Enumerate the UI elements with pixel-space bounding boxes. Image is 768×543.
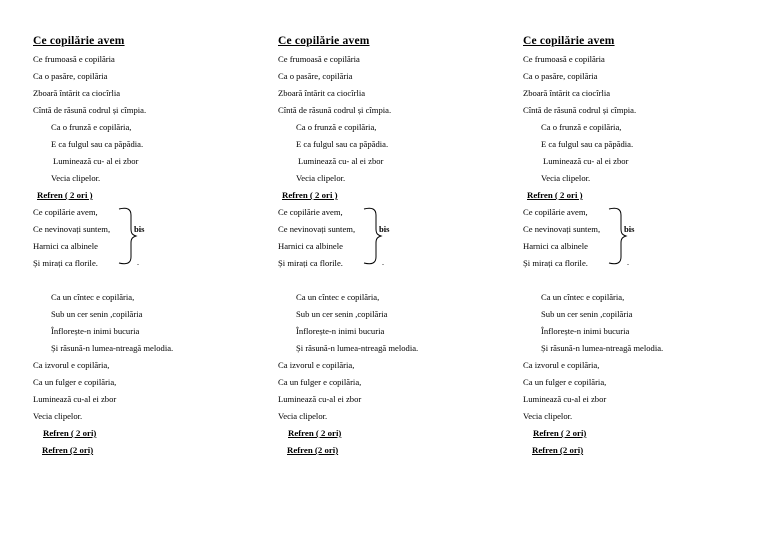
refrain-line: Și mirați ca florile. xyxy=(278,258,343,268)
verse-line: Vecia clipelor. xyxy=(278,411,328,421)
verse-line: Cîntă de răsună codrul și cîmpia. xyxy=(278,105,392,115)
verse-line: E ca fulgul sau ca păpădia. xyxy=(296,139,389,149)
refrain-repeat-label: Refren (2 ori) xyxy=(532,445,584,455)
verse-line: Zboară întărit ca ciocîrlia xyxy=(33,88,121,98)
verse-line: Sub un cer senin ,copilăria xyxy=(296,309,388,319)
refrain-repeat-label: Refren ( 2 ori) xyxy=(533,428,587,438)
verse-line: Zboară întărit ca ciocîrlia xyxy=(278,88,366,98)
verse-line: Ca un cîntec e copilăria, xyxy=(541,292,625,302)
song-column xyxy=(245,0,485,543)
refrain-repeat-label: Refren (2 ori) xyxy=(42,445,94,455)
verse-line: Vecia clipelor. xyxy=(541,173,591,183)
verse-line: Ca un cîntec e copilăria, xyxy=(51,292,135,302)
verse-line: Ca o pasăre, copilăria xyxy=(523,71,598,81)
verse-line: Luminează cu- al ei zbor xyxy=(543,156,629,166)
verse-line: Ca o frunză e copilăria, xyxy=(51,122,132,132)
refrain-end-mark: . xyxy=(382,258,384,267)
refrain-line: Ce nevinovați suntem, xyxy=(523,224,601,234)
verse-line: Vecia clipelor. xyxy=(523,411,573,421)
verse-line: Ca un fulger e copilăria, xyxy=(523,377,607,387)
verse-line: Ca izvorul e copilăria, xyxy=(278,360,355,370)
verse-line: Și răsună-n lumea-ntreagă melodia. xyxy=(296,343,419,353)
refrain-label: Refren ( 2 ori ) xyxy=(527,190,583,200)
song-column xyxy=(490,0,730,543)
verse-line: Ca o frunză e copilăria, xyxy=(296,122,377,132)
verse-line: Ca un fulger e copilăria, xyxy=(33,377,117,387)
verse-line: E ca fulgul sau ca păpădia. xyxy=(51,139,144,149)
verse-line: Luminează cu-al ei zbor xyxy=(278,394,362,404)
curly-brace-icon xyxy=(117,205,147,267)
verse-line: Vecia clipelor. xyxy=(33,411,83,421)
verse-line: Zboară întărit ca ciocîrlia xyxy=(523,88,611,98)
verse-line: Ca un fulger e copilăria, xyxy=(278,377,362,387)
refrain-repeat-label: Refren ( 2 ori) xyxy=(43,428,97,438)
refrain-label: Refren ( 2 ori ) xyxy=(282,190,338,200)
verse-line: Sub un cer senin ,copilăria xyxy=(51,309,143,319)
verse-line: Înflorește-n inimi bucuria xyxy=(541,326,630,336)
verse-line: Luminează cu-al ei zbor xyxy=(523,394,607,404)
curly-brace-icon xyxy=(362,205,392,267)
verse-line: Înflorește-n inimi bucuria xyxy=(296,326,385,336)
refrain-line: Harnici ca albinele xyxy=(523,241,588,251)
verse-line: Sub un cer senin ,copilăria xyxy=(541,309,633,319)
verse-line: Ce frumoasă e copilăria xyxy=(33,54,115,64)
verse-line: Ce frumoasă e copilăria xyxy=(523,54,605,64)
bis-marker: bis xyxy=(379,224,390,234)
verse-line: Ca izvorul e copilăria, xyxy=(33,360,110,370)
refrain-repeat-label: Refren (2 ori) xyxy=(287,445,339,455)
refrain-line: Harnici ca albinele xyxy=(33,241,98,251)
refrain-line: Harnici ca albinele xyxy=(278,241,343,251)
verse-line: Ca o pasăre, copilăria xyxy=(278,71,353,81)
song-title: Ce copilărie avem xyxy=(278,35,370,47)
refrain-label: Refren ( 2 ori ) xyxy=(37,190,93,200)
verse-line: Și răsună-n lumea-ntreagă melodia. xyxy=(51,343,174,353)
song-title: Ce copilărie avem xyxy=(523,35,615,47)
verse-line: Ca o frunză e copilăria, xyxy=(541,122,622,132)
curly-brace-icon xyxy=(607,205,637,267)
verse-line: Cîntă de răsună codrul și cîmpia. xyxy=(33,105,147,115)
verse-line: Luminează cu- al ei zbor xyxy=(53,156,139,166)
verse-line: Ce frumoasă e copilăria xyxy=(278,54,360,64)
refrain-line: Ce nevinovați suntem, xyxy=(278,224,356,234)
verse-line: Vecia clipelor. xyxy=(51,173,101,183)
refrain-line: Și mirați ca florile. xyxy=(33,258,98,268)
verse-line: Ca izvorul e copilăria, xyxy=(523,360,600,370)
verse-line: Vecia clipelor. xyxy=(296,173,346,183)
verse-line: E ca fulgul sau ca păpădia. xyxy=(541,139,634,149)
refrain-repeat-label: Refren ( 2 ori) xyxy=(288,428,342,438)
refrain-line: Ce copilărie avem, xyxy=(33,207,98,217)
song-column xyxy=(0,0,240,543)
bis-marker: bis xyxy=(134,224,145,234)
verse-line: Ca un cîntec e copilăria, xyxy=(296,292,380,302)
refrain-line: Ce copilărie avem, xyxy=(523,207,588,217)
verse-line: Și răsună-n lumea-ntreagă melodia. xyxy=(541,343,664,353)
verse-line: Înflorește-n inimi bucuria xyxy=(51,326,140,336)
verse-line: Ca o pasăre, copilăria xyxy=(33,71,108,81)
refrain-line: Și mirați ca florile. xyxy=(523,258,588,268)
refrain-line: Ce nevinovați suntem, xyxy=(33,224,111,234)
verse-line: Luminează cu- al ei zbor xyxy=(298,156,384,166)
refrain-end-mark: . xyxy=(137,258,139,267)
verse-line: Cîntă de răsună codrul și cîmpia. xyxy=(523,105,637,115)
refrain-end-mark: . xyxy=(627,258,629,267)
refrain-line: Ce copilărie avem, xyxy=(278,207,343,217)
verse-line: Luminează cu-al ei zbor xyxy=(33,394,117,404)
bis-marker: bis xyxy=(624,224,635,234)
song-title: Ce copilărie avem xyxy=(33,35,125,47)
